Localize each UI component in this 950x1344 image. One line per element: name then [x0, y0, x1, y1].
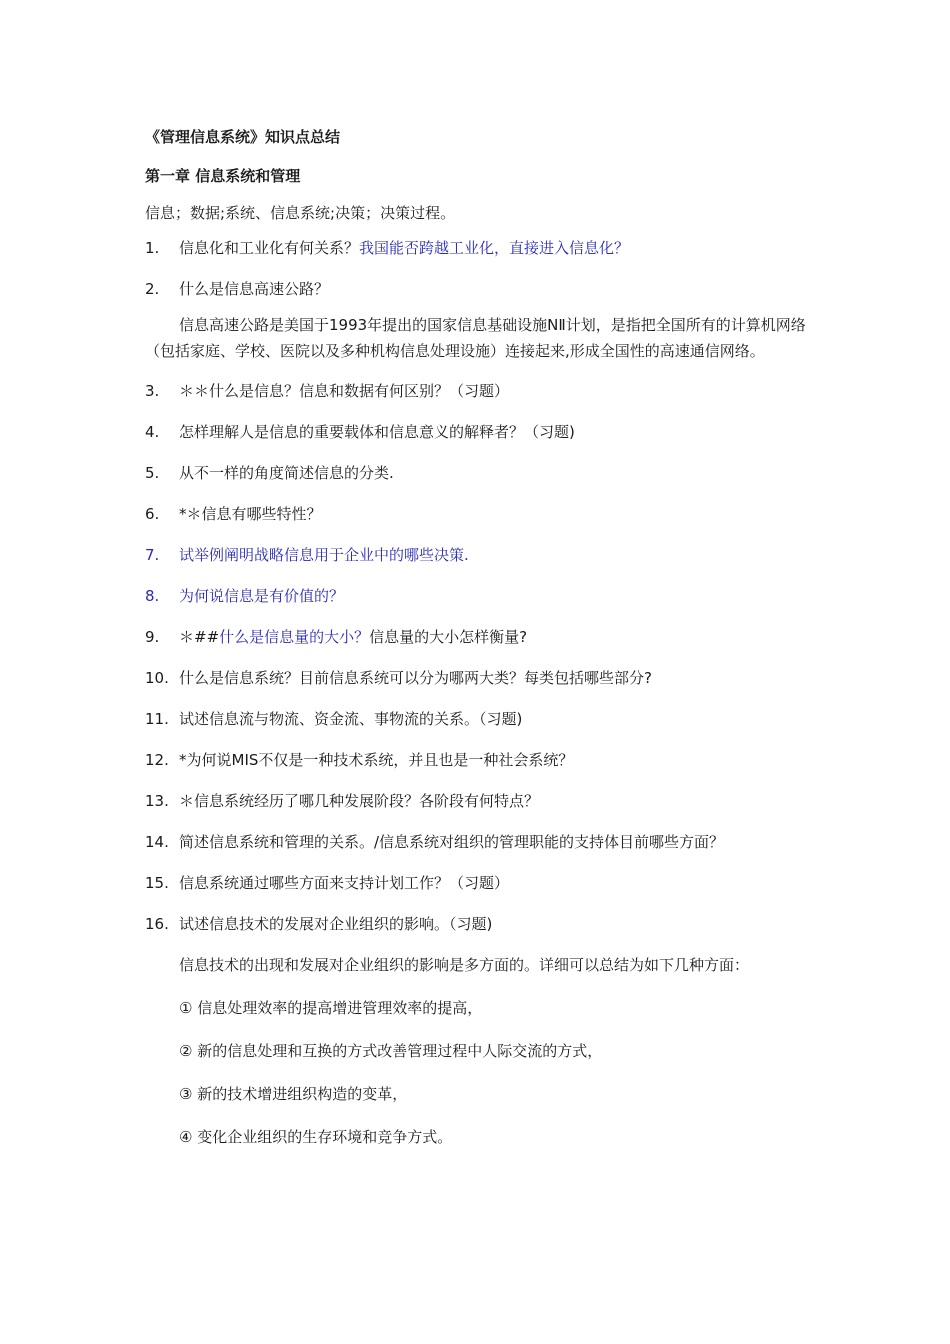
impact-point-1: ① 信息处理效率的提高增进管理效率的提高， — [179, 999, 483, 1017]
chapter-heading: 第一章 信息系统和管理 — [145, 167, 301, 185]
question-number: 9. — [145, 628, 160, 646]
question-text: *＊信息有哪些特性？ — [179, 505, 322, 523]
question-number: 2. — [145, 280, 160, 298]
question-number: 14. — [145, 833, 169, 851]
question-text: 试举例阐明战略信息用于企业中的哪些决策. — [179, 546, 469, 564]
question-item-16 — [145, 912, 815, 936]
impact-point-4: ④ 变化企业组织的生存环境和竞争方式。 — [179, 1128, 453, 1146]
question-item-6 — [145, 502, 815, 526]
question-number: 10. — [145, 669, 169, 687]
question-number: 16. — [145, 915, 169, 933]
question-text-prefix: ＊## — [179, 628, 220, 646]
question-item-2 — [145, 277, 815, 301]
question-item-7 — [145, 543, 815, 567]
question-item-1 — [145, 236, 815, 260]
question-number: 3. — [145, 382, 160, 400]
question-number: 8. — [145, 587, 160, 605]
question-item-10 — [145, 666, 815, 690]
question-text: 试述信息技术的发展对企业组织的影响。（习题) — [179, 915, 493, 933]
question-number: 7. — [145, 546, 160, 564]
question-item-5 — [145, 461, 815, 485]
question-text: 什么是信息高速公路？ — [179, 280, 330, 298]
question-text: 信息化和工业化有何关系？ — [179, 239, 360, 257]
question-text: 信息系统通过哪些方面来支持计划工作？（习题） — [179, 874, 510, 892]
answer-paragraph-highway: 信息高速公路是美国于1993年提出的国家信息基础设施NⅡ计划，是指把全国所有的计算机网络（包括家庭、学校、医院以及多种机构信息处理设施）连接起来,形成全国性的高速通信网络。 — [145, 316, 806, 360]
question-item-9 — [145, 625, 815, 649]
question-item-12 — [145, 748, 815, 772]
question-number: 1. — [145, 239, 160, 257]
question-number: 15. — [145, 874, 169, 892]
question-item-4 — [145, 420, 815, 444]
impact-point-2: ② 新的信息处理和互换的方式改善管理过程中人际交流的方式， — [179, 1042, 603, 1060]
question-item-14 — [145, 830, 815, 854]
question-text: 为何说信息是有价值的？ — [179, 587, 345, 605]
question-number: 13. — [145, 792, 169, 810]
intro-terms: 信息；数据;系统、信息系统;决策；决策过程。 — [145, 204, 456, 222]
question-text: 怎样理解人是信息的重要载体和信息意义的解释者？（习题) — [179, 423, 575, 441]
question-number: 11. — [145, 710, 169, 728]
question-number: 12. — [145, 751, 169, 769]
question-text-highlight: 我国能否跨越工业化，直接进入信息化？ — [359, 239, 630, 257]
question-item-11 — [145, 707, 815, 731]
question-number: 5. — [145, 464, 160, 482]
question-text: 试述信息流与物流、资金流、事物流的关系。（习题) — [179, 710, 523, 728]
document-title: 《管理信息系统》知识点总结 — [145, 128, 341, 146]
question-item-3 — [145, 379, 815, 403]
question-text-highlight: 什么是信息量的大小？ — [219, 628, 370, 646]
impact-point-3: ③ 新的技术增进组织构造的变革， — [179, 1085, 408, 1103]
question-number: 6. — [145, 505, 160, 523]
question-text: *为何说MIS不仅是一种技术系统，并且也是一种社会系统？ — [179, 751, 574, 769]
question-item-13 — [145, 789, 815, 813]
document-body — [145, 125, 815, 1149]
question-text: 什么是信息系统？目前信息系统可以分为哪两大类？每类包括哪些部分? — [179, 669, 652, 687]
answer-paragraph-impact: 信息技术的出现和发展对企业组织的影响是多方面的。详细可以总结为如下几种方面： — [179, 956, 750, 974]
question-item-15 — [145, 871, 815, 895]
question-text: ＊信息系统经历了哪几种发展阶段？各阶段有何特点？ — [179, 792, 540, 810]
question-text: 从不一样的角度简述信息的分类. — [179, 464, 394, 482]
question-text-suffix: 信息量的大小怎样衡量? — [369, 628, 528, 646]
question-text: ＊＊什么是信息？信息和数据有何区别？（习题） — [179, 382, 510, 400]
question-item-8 — [145, 584, 815, 608]
question-text: 简述信息系统和管理的关系。/信息系统对组织的管理职能的支持体目前哪些方面？ — [179, 833, 725, 851]
question-number: 4. — [145, 423, 160, 441]
